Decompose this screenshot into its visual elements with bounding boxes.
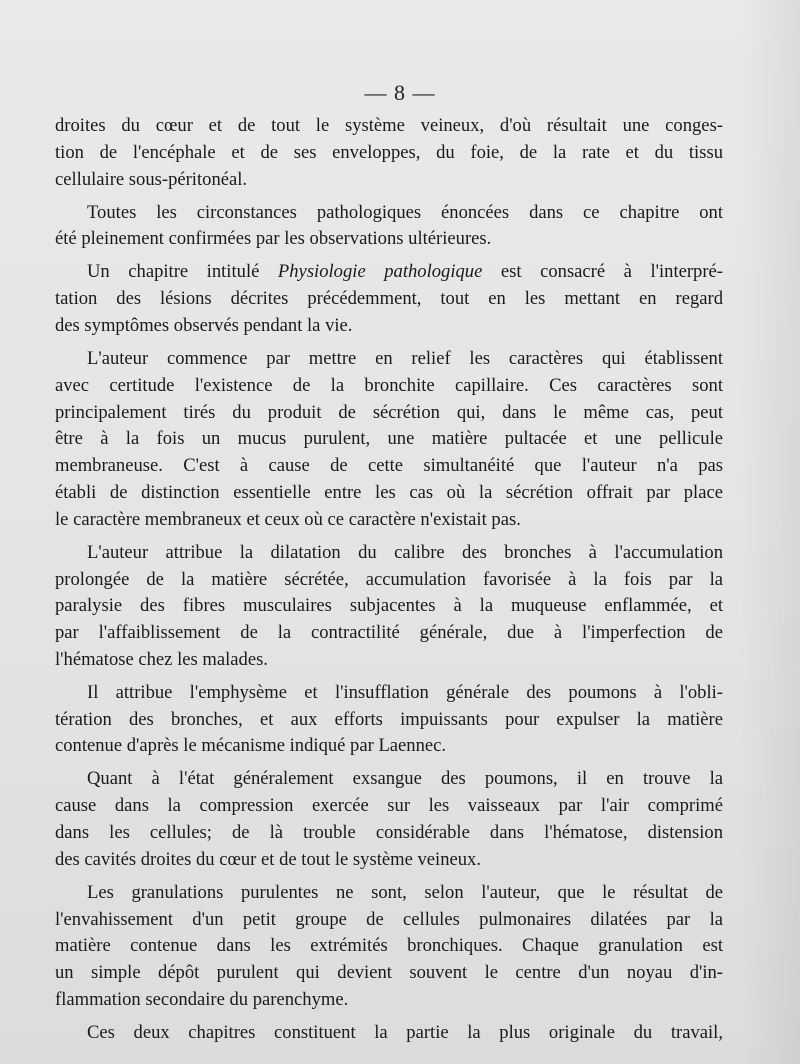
text-line: matière contenue dans les extrémités bronchiques. Chaque granulation est: [55, 935, 723, 957]
text-line: L'auteur attribue la dilatation du calibre des bronches à l'accumulation: [87, 541, 723, 563]
paragraph: [55, 880, 723, 1014]
text-line: prolongée de la matière sécrétée, accumulation favorisée à la fois par la: [55, 568, 723, 590]
text-line: cause dans la compression exercée sur les vaisseaux par l'air comprimé: [55, 795, 723, 817]
text-line: flammation secondaire du parenchyme.: [55, 989, 349, 1011]
text-line: par l'affaiblissement de la contractilité générale, due à l'imperfection de: [55, 622, 723, 644]
text-line: tation des lésions décrites précédemment, tout en les mettant en regard: [55, 288, 723, 310]
paragraph: [55, 259, 723, 339]
text-line: avec certitude l'existence de la bronchite capillaire. Ces caractères sont: [55, 374, 723, 396]
paragraph: [55, 346, 723, 534]
italic-title: Physiologie pathologique: [277, 261, 483, 283]
text-line: Il attribue l'emphysème et l'insufflation générale des poumons à l'obli-: [87, 681, 723, 703]
text-line: droites du cœur et de tout le système veineux, d'où résultait une conges-: [55, 115, 723, 136]
text-line: Un chapitre intitulé Physiologie pathologique est consacré à l'interpré-: [87, 261, 723, 283]
text-line: des cavités droites du cœur et de tout le système veineux.: [55, 848, 481, 870]
text-line: tion de l'encéphale et de ses enveloppes, du foie, de la rate et du tissu: [55, 141, 723, 163]
text-line: des symptômes observés pendant la vie.: [55, 314, 353, 336]
text-line: l'envahissement d'un petit groupe de cellules pulmonaires dilatées par la: [55, 908, 723, 930]
text-line: été pleinement confirmées par les observations ultérieures.: [55, 228, 492, 250]
text-line: le caractère membraneux et ceux où ce caractère n'existait pas.: [55, 508, 521, 530]
text-line: Les granulations purulentes ne sont, selon l'auteur, que le résultat de: [87, 881, 723, 903]
text-line: membraneuse. C'est à cause de cette simultanéité que l'auteur n'a pas: [55, 455, 723, 477]
text-line: l'hématose chez les malades.: [55, 648, 268, 670]
paragraph: [55, 766, 723, 873]
paragraph: [55, 680, 723, 760]
text-line: contenue d'après le mécanisme indiqué par Laennec.: [55, 735, 447, 757]
text-line: L'auteur commence par mettre en relief les caractères qui établissent: [87, 347, 723, 369]
text-line: principalement tirés du produit de sécrétion qui, dans le même cas, peut: [55, 401, 723, 423]
text-line: être à la fois un mucus purulent, une matière pultacée et une pellicule: [55, 428, 723, 450]
page-number: — 8 —: [364, 80, 436, 105]
text-line: Ces deux chapitres constituent la partie la plus originale du travail,: [87, 1022, 723, 1043]
text-line: Quant à l'état généralement exsangue des poumons, il en trouve la: [87, 768, 723, 790]
text-line: dans les cellules; de là trouble considérable dans l'hématose, distension: [55, 822, 723, 844]
text-line: établi de distinction essentielle entre les cas où la sécrétion offrait par place: [55, 481, 723, 503]
text-line: tération des bronches, et aux efforts impuissants pour expulser la matière: [55, 708, 723, 730]
body-text: [55, 113, 723, 1053]
text-line: paralysie des fibres musculaires subjacentes à la muqueuse enflammée, et: [55, 595, 723, 617]
text-line: un simple dépôt purulent qui devient souvent le centre d'un noyau d'in-: [55, 962, 723, 984]
text-line: cellulaire sous-péritonéal.: [55, 168, 248, 190]
paragraph: [55, 200, 723, 254]
paragraph: [55, 113, 723, 193]
paragraph: [55, 1020, 723, 1047]
paragraph: [55, 540, 723, 674]
text-line: Toutes les circonstances pathologiques énoncées dans ce chapitre ont: [87, 201, 723, 223]
